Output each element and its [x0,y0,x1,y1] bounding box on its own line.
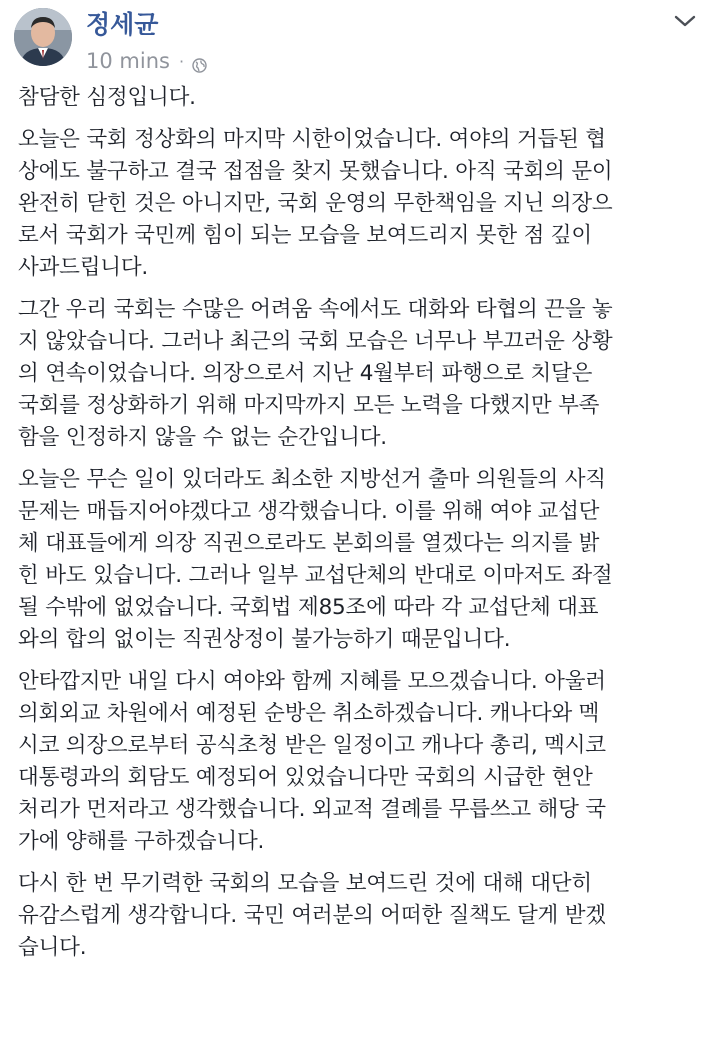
post-paragraph [18,82,696,114]
globe-icon[interactable] [192,54,207,69]
post-text-line: 와의 합의 없이는 직권상정이 불가능하기 때문입니다. [18,627,511,652]
post-text-line: 문제는 매듭지어야겠다고 생각했습니다. 이를 위해 여야 교섭단 [18,499,600,524]
post-text-line: 의회외교 차원에서 예정된 순방은 취소하겠습니다. 캐나다와 멕 [18,701,600,726]
avatar[interactable] [14,8,72,66]
post-text-line: 상에도 불구하고 결국 접점을 찾지 못했습니다. 아직 국회의 문이 [18,159,613,184]
post-text-line: 참담한 심정입니다. [18,85,196,110]
post-text-line: 처리가 먼저라고 생각했습니다. 외교적 결례를 무릅쓰고 해당 국 [18,797,606,822]
post-text-line: 사과드립니다. [18,255,149,280]
post-header [0,0,711,80]
post-paragraph [18,666,696,858]
post-text-line: 유감스럽게 생각합니다. 국민 여러분의 어떠한 질책도 달게 받겠 [18,903,606,928]
post-paragraph [18,464,696,656]
author-name[interactable]: 정세균 [86,10,159,39]
post-meta [86,48,207,74]
post-text [18,82,696,974]
post-text-line: 완전히 닫힌 것은 아니지만, 국회 운영의 무한책임을 지닌 의장으 [18,191,613,216]
meta-separator: · [178,51,185,71]
post-text-line: 가에 양해를 구하겠습니다. [18,829,265,854]
post-text-line: 그간 우리 국회는 수많은 어려움 속에서도 대화와 타협의 끈을 놓 [18,297,613,322]
post-timestamp[interactable]: 10 mins [86,49,170,73]
post-text-line: 안타깝지만 내일 다시 여야와 함께 지혜를 모으겠습니다. 아울러 [18,669,606,694]
avatar-photo-icon [14,8,72,66]
post-text-line: 체 대표들에게 의장 직권으로라도 본회의를 열겠다는 의지를 밝 [18,531,600,556]
post-text-line: 국회를 정상화하기 위해 마지막까지 모든 노력을 다했지만 부족 [18,393,600,418]
post-text-line: 힌 바도 있습니다. 그러나 일부 교섭단체의 반대로 이마저도 좌절 [18,563,613,588]
post-text-line: 습니다. [18,935,87,960]
post-text-line: 대통령과의 회담도 예정되어 있었습니다만 국회의 시급한 현안 [18,765,593,790]
post-text-line: 함을 인정하지 않을 수 없는 순간입니다. [18,425,387,450]
post-text-line: 다시 한 번 무기력한 국회의 모습을 보여드린 것에 대해 대단히 [18,871,592,896]
post-paragraph [18,868,696,964]
post-text-line: 지 않았습니다. 그러나 최근의 국회 모습은 너무나 부끄러운 상황 [18,329,613,354]
post-text-line: 로서 국회가 국민께 힘이 되는 모습을 보여드리지 못한 점 깊이 [18,223,592,248]
post-text-line: 될 수밖에 없었습니다. 국회법 제85조에 따라 각 교섭단체 대표 [18,595,599,620]
post-text-line: 의 연속이었습니다. 의장으로서 지난 4월부터 파행으로 치달은 [18,361,593,386]
post-text-line: 오늘은 무슨 일이 있더라도 최소한 지방선거 출마 의원들의 사직 [18,467,606,492]
post-text-line: 오늘은 국회 정상화의 마지막 시한이었습니다. 여야의 거듭된 협 [18,127,606,152]
post-text-line: 시코 의장으로부터 공식초청 받은 일정이고 캐나다 총리, 멕시코 [18,733,606,758]
post-paragraph [18,124,696,284]
chevron-down-icon[interactable] [673,12,697,30]
post-paragraph [18,294,696,454]
